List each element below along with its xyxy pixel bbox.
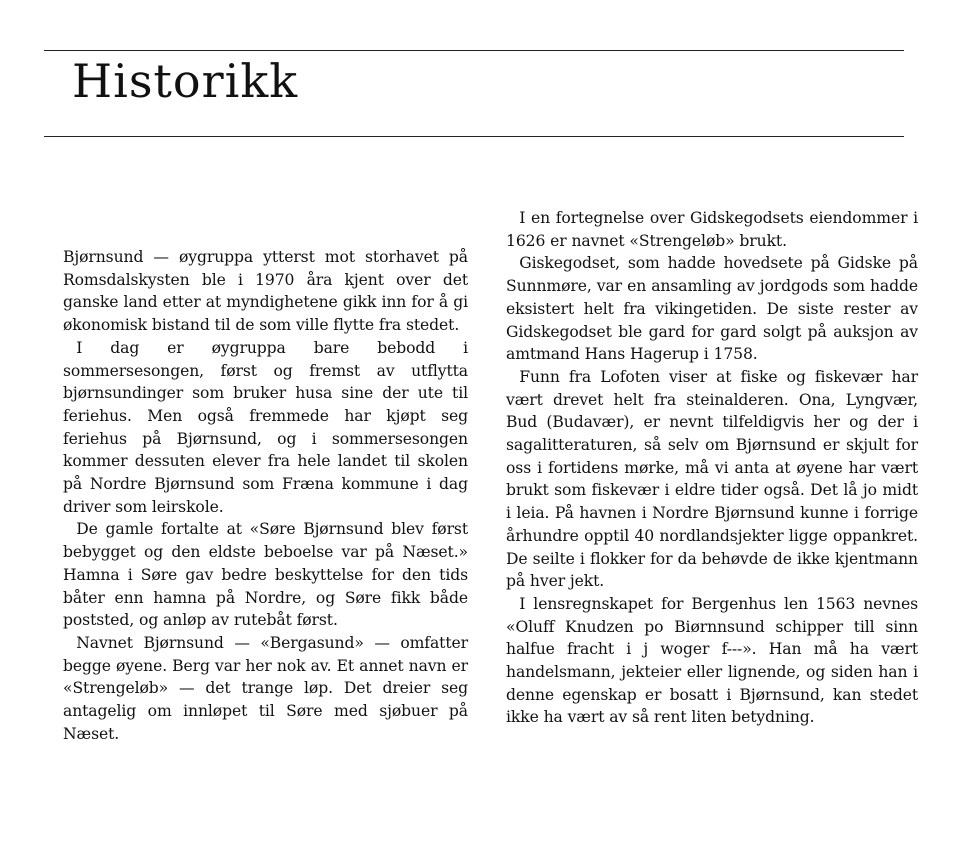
right-text-column: [506, 207, 918, 729]
paragraph: Navnet Bjørnsund — «Bergasund» — omfatter begge øyene. Berg var her nok av. Et annet navn er «Strengeløb» — det trange løp. Det dreier seg antagelig om innløpet til Søre med sjøbuer på Næset.: [63, 633, 468, 743]
paragraph: Bjørnsund — øygruppa ytterst mot storhavet på Romsdalskysten ble i 1970 åra kjent over det ganske land etter at myndighetene gikk inn for å gi økonomisk bistand til de som ville flytte fra stedet.: [63, 248, 468, 335]
page-title: Historikk: [72, 54, 299, 108]
top-rule: [44, 50, 904, 51]
paragraph: I dag er øygruppa bare bebodd i sommersesongen, først og fremst av utflytta bjørnsundinger som bruker husa sine der ute til feriehus. Men også fremmede har kjøpt seg feriehus på Bjørnsund, og i sommersesongen kommer dessuten elever fra hele landet til skolen på Nordre Bjørnsund som Fræna kommune i dag driver som leirskole.: [63, 338, 468, 516]
paragraph: Giskegodset, som hadde hovedsete på Gidske på Sunnmøre, var en ansamling av jordgods som hadde eksistert helt fra vikingetiden. De siste rester av Gidskegodset ble gard for gard solgt på auksjon av amtmand Hans Hagerup i 1758.: [506, 254, 918, 364]
left-text-column: [63, 246, 468, 745]
paragraph: I en fortegnelse over Gidskegodsets eiendommer i 1626 er navnet «Strengeløb» brukt.: [506, 209, 918, 250]
paragraph: Funn fra Lofoten viser at fiske og fiskevær har vært drevet helt fra steinalderen. Ona, Lyngvær, Bud (Budavær), er nevnt tilfeldigvis her og der i sagalitteraturen, så selv om Bjørnsund er skjult for oss i fortidens mørke, må vi anta at øyene har vært brukt som fiskevær i eldre tider også. Det lå jo midt i leia. På havnen i Nordre Bjørnsund kunne i forrige århundre opptil 40 nordlandsjekter ligge oppankret. De seilte i flokker for da behøvde de ikke kjentmann på hver jekt.: [506, 367, 918, 591]
paragraph: I lensregnskapet for Bergenhus len 1563 nevnes «Oluff Knudzen po Biørnnsund schipper till sinn halfue fracht i j woger f---». Han må ha vært handelsmann, jekteier eller lignende, og siden han i denne egenskap er bosatt i Bjørnsund, kan stedet ikke ha vært av så rent liten betydning.: [506, 594, 918, 727]
paragraph: De gamle fortalte at «Søre Bjørnsund blev først bebygget og den eldste beboelse var på Næset.» Hamna i Søre gav bedre beskyttelse for den tids båter enn hamna på Nordre, og Søre fikk både poststed, og anløp av rutebåt først.: [63, 520, 468, 630]
title-bottom-rule: [44, 136, 904, 137]
